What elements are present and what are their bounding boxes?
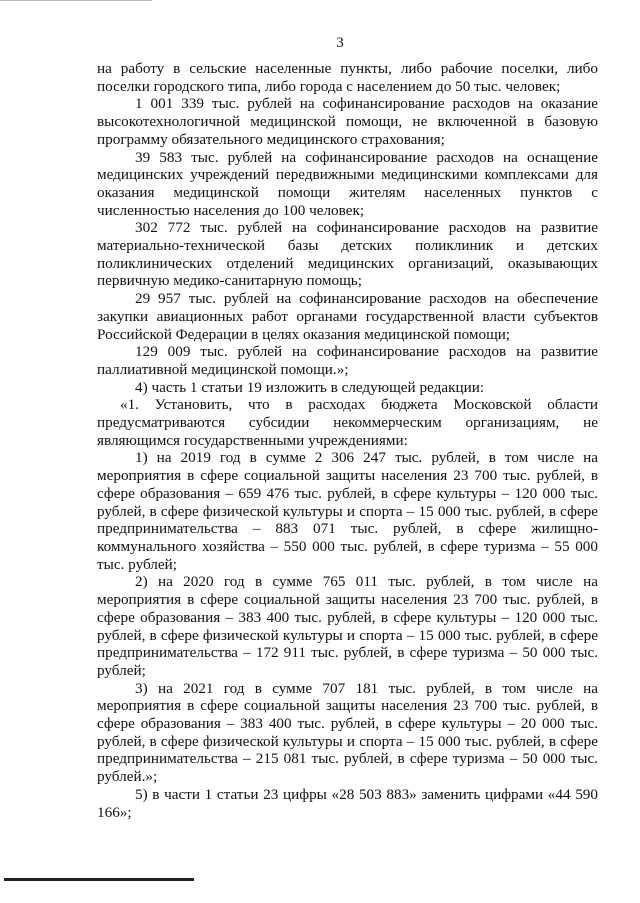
paragraph-aviation-works: 29 957 тыс. рублей на софинансирование расходов на обеспечение закупки авиационных работ органами государственной власти субъектов Российской Федерации в целях оказания медицинской помощи;: [97, 290, 598, 343]
bottom-rule: [4, 878, 194, 881]
document-body: [97, 60, 598, 821]
paragraph-continuation: на работу в сельские населенные пункты, либо рабочие поселки, либо поселки городского типа, либо города с населением до 50 тыс. человек;: [97, 60, 598, 95]
paragraph-subsidies-2021: 3) на 2021 год в сумме 707 181 тыс. рублей, в том числе на мероприятия в сфере социальной защиты населения 23 700 тыс. рублей, в сфере образования – 383 400 тыс. рублей, в сфере культуры – 20 000 тыс. рублей, в сфере физической культуры и спорта – 15 000 тыс. рублей, в сфере предпринимательства – 215 081 тыс. рублей, в сфере туризма – 50 000 тыс. рублей.»;: [97, 679, 598, 786]
top-rule: [0, 0, 152, 1]
page-number: 3: [336, 35, 344, 51]
paragraph-mobile-complexes: 39 583 тыс. рублей на софинансирование расходов на оснащение медицинских учреждений передвижными медицинскими комплексами для оказания медицинской помощи жителям населенных пунктов с численностью населения до 100 человек;: [97, 148, 598, 219]
paragraph-subsidies-2019: 1) на 2019 год в сумме 2 306 247 тыс. рублей, в том числе на мероприятия в сфере социальной защиты населения 23 700 тыс. рублей, в сфере образования – 659 476 тыс. рублей, в сфере культуры – 120 000 тыс. рублей, в сфере физической культуры и спорта – 15 000 тыс. рублей, в сфере предпринимательства – 883 071 тыс. рублей, в сфере жилищно-коммунального хозяйства – 550 000 тыс. рублей, в сфере туризма – 55 000 тыс. рублей;: [97, 449, 598, 573]
paragraph-subsidies-2020: 2) на 2020 год в сумме 765 011 тыс. рублей, в том числе на мероприятия в сфере социальной защиты населения 23 700 тыс. рублей, в сфере образования – 383 400 тыс. рублей, в сфере культуры – 120 000 тыс. рублей, в сфере физической культуры и спорта – 15 000 тыс. рублей, в сфере предпринимательства – 172 911 тыс. рублей, в сфере туризма – 50 000 тыс. рублей;: [97, 573, 598, 679]
paragraph-children-clinics: 302 772 тыс. рублей на софинансирование расходов на развитие материально-технической базы детских поликлиник и детских поликлинических отделений медицинских организаций, оказывающих первичную медико-санитарную помощь;: [97, 219, 598, 290]
paragraph-item-4: 4) часть 1 статьи 19 изложить в следующей редакции:: [135, 378, 485, 396]
paragraph-palliative-care: 129 009 тыс. рублей на софинансирование расходов на развитие паллиативной медицинской помощи.»;: [97, 343, 598, 378]
paragraph-article-19-part-1: «1. Установить, что в расходах бюджета Московской области предусматриваются субсидии некоммерческим организациям, не являющимся государственными учреждениями:: [97, 396, 598, 449]
paragraph-high-tech-care: 1 001 339 тыс. рублей на софинансирование расходов на оказание высокотехнологичной медицинской помощи, не включенной в базовую программу обязательного медицинского страхования;: [97, 95, 598, 148]
paragraph-item-5: 5) в части 1 статьи 23 цифры «28 503 883» заменить цифрами «44 590 166»;: [97, 785, 598, 821]
